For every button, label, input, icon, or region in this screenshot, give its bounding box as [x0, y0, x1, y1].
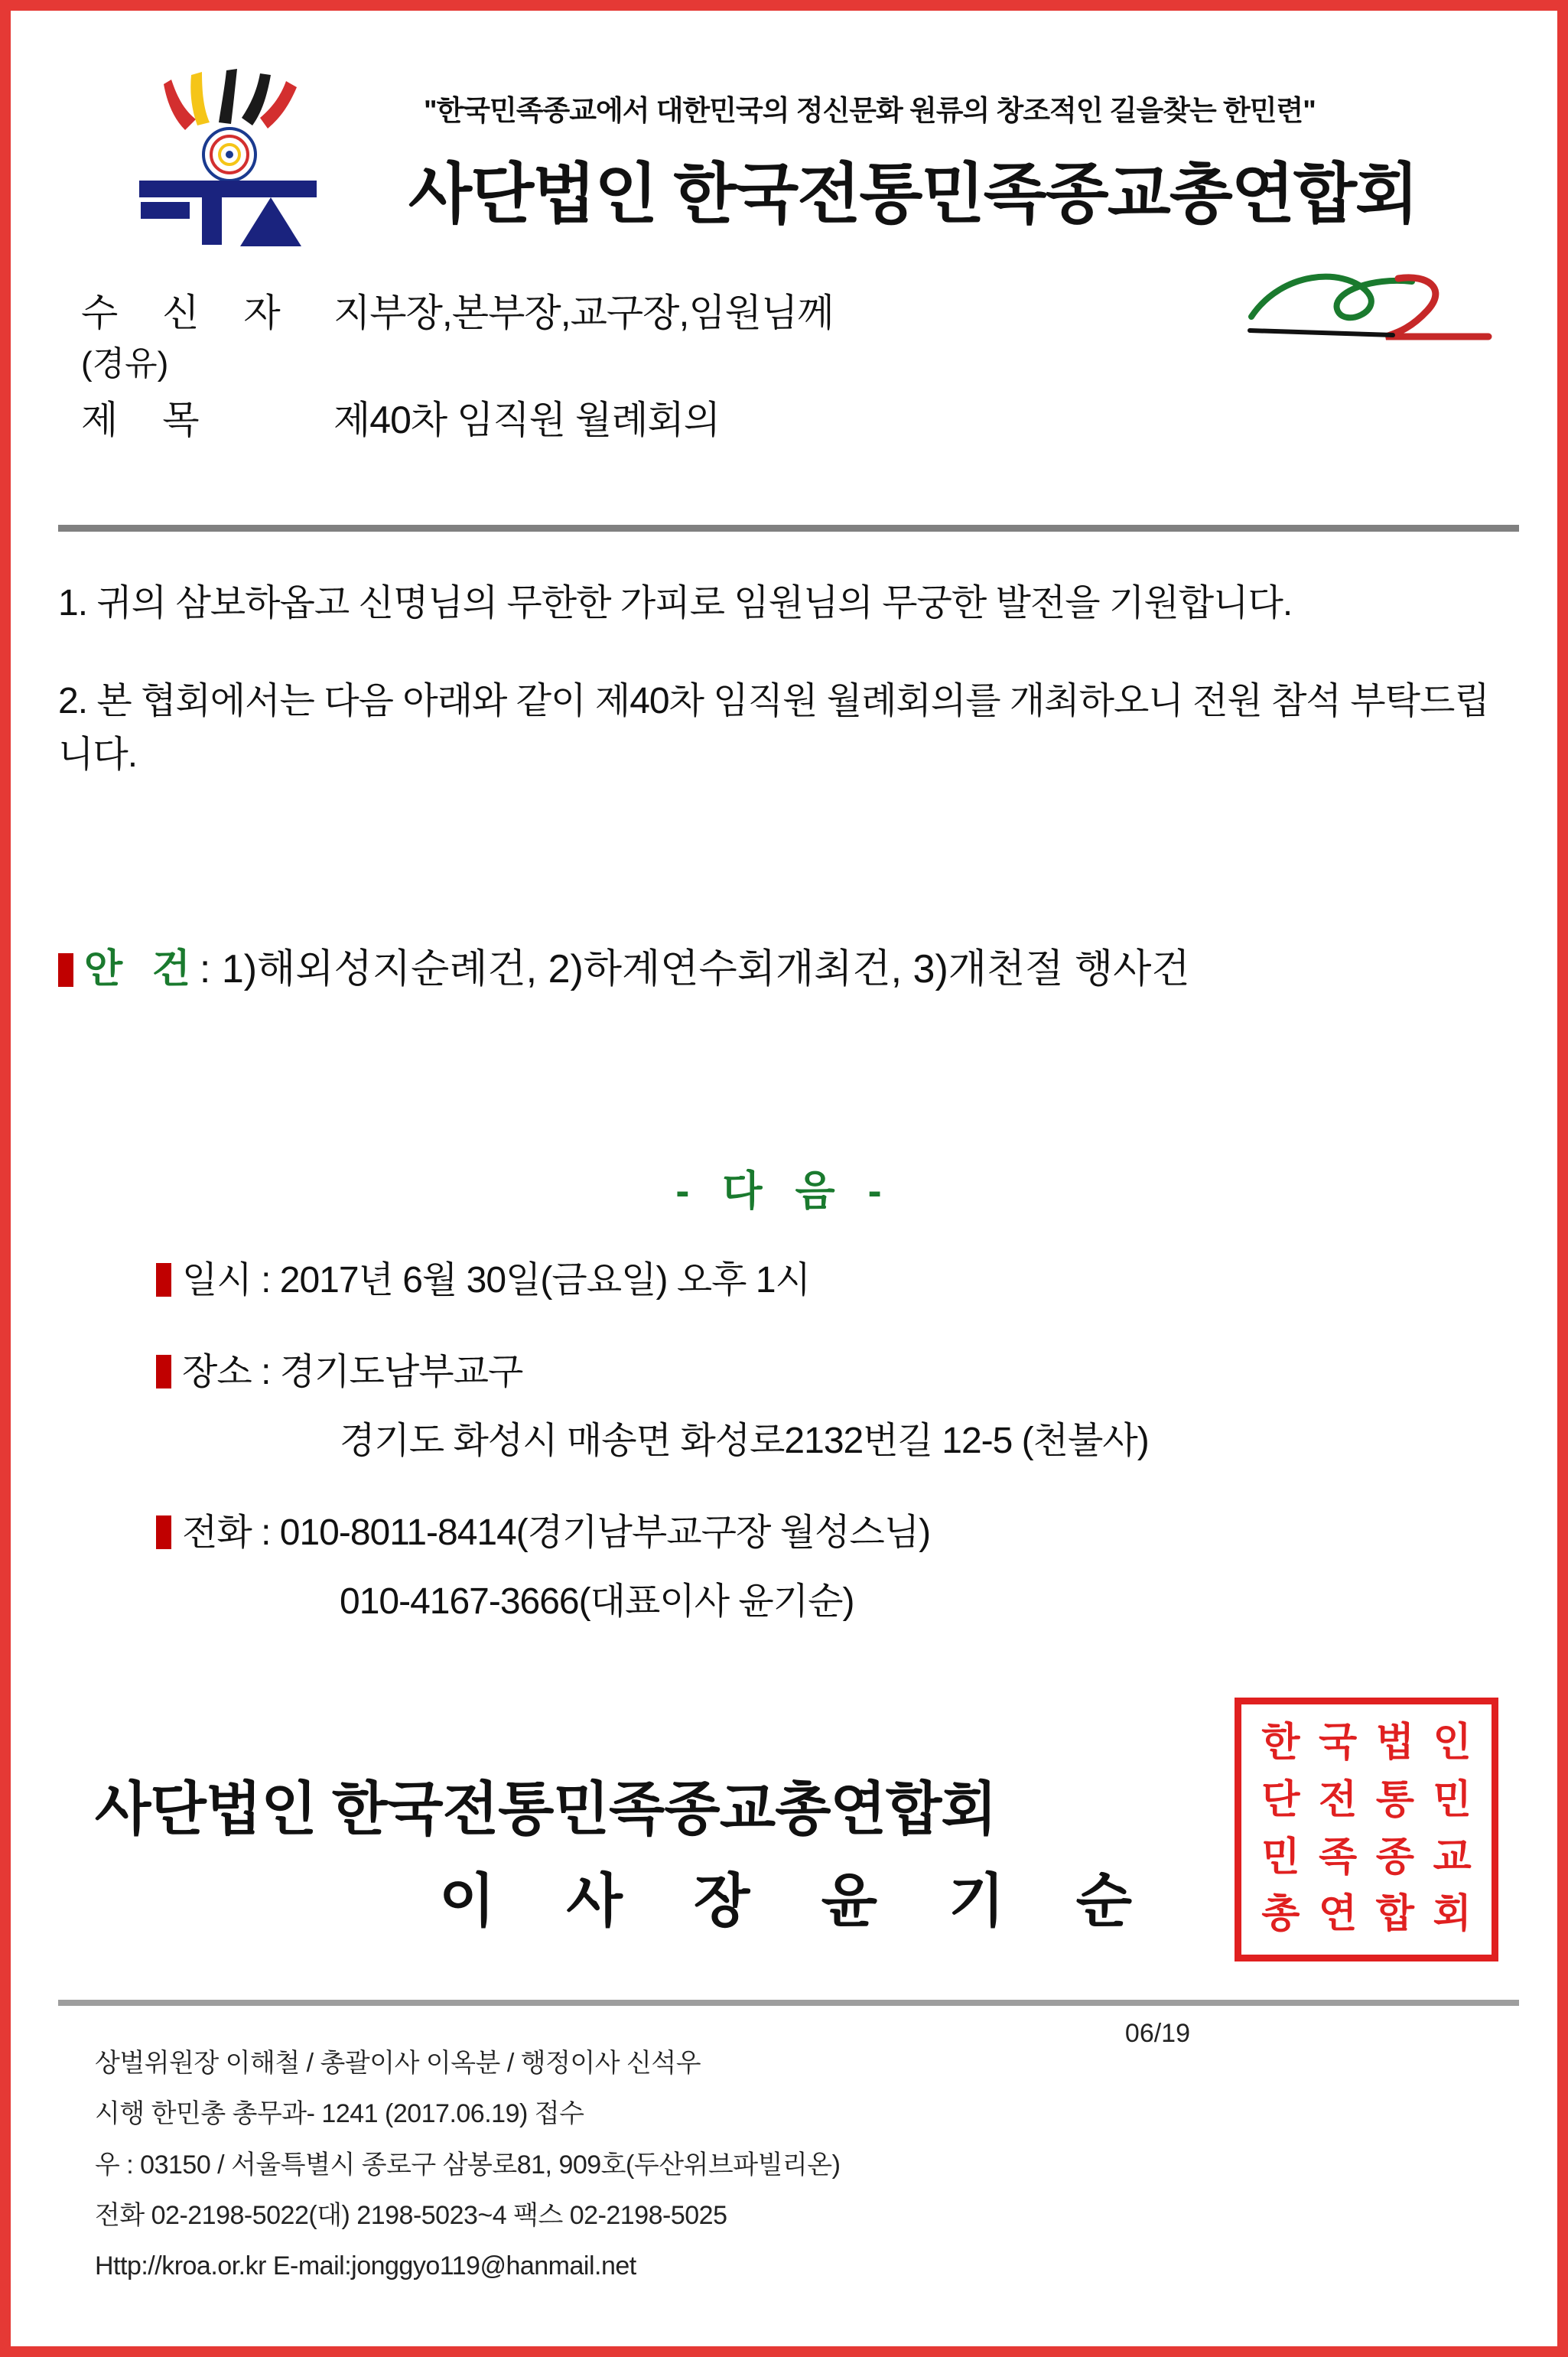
detail-phone-label: 전화 : 010-8011-8414(경기남부교구장 월성스님) — [182, 1512, 931, 1553]
paragraph-2: 2. 본 협회에서는 다음 아래와 같이 제40차 임직원 월례회의를 개최하오니 전원 참석 부탁드립니다. — [58, 681, 1489, 775]
agenda-value: : 1)해외성지순례건, 2)하계연수회개최건, 3)개천절 행사건 — [199, 947, 1190, 991]
subject-row — [81, 389, 720, 444]
signature-organization: 사단법인 한국전통민족종교총연합회 — [95, 1777, 997, 1842]
seal-char: 전 — [1319, 1776, 1358, 1823]
recipient-row — [81, 282, 834, 337]
seal-char: 민 — [1433, 1776, 1472, 1823]
via-label: (경유) — [81, 345, 169, 383]
organization-title: 사단법인 한국전통민족종교총연합회 — [408, 158, 1418, 231]
footer-block — [95, 2038, 840, 2291]
via-row — [81, 336, 333, 385]
official-seal-stamp — [1235, 1698, 1498, 1961]
seal-char: 국 — [1319, 1720, 1358, 1766]
seal-char: 합 — [1375, 1891, 1414, 1938]
footer-line: 상벌위원장 이해철 / 총괄이사 이옥분 / 행정이사 신석우 — [95, 2049, 701, 2078]
recipient-label: 수 신 자 — [81, 291, 298, 334]
seal-char: 연 — [1319, 1891, 1358, 1938]
detail-datetime-label: 일시 : 2017년 6월 30일(금요일) 오후 1시 — [182, 1260, 810, 1301]
organization-logo-icon — [125, 64, 332, 256]
square-bullet-icon — [156, 1263, 171, 1297]
footer-line: 우 : 03150 / 서울특별시 종로구 삼봉로81, 909호(두산위브파빌리온) — [95, 2150, 841, 2180]
page-number: 06/19 — [1124, 2019, 1190, 2048]
header-divider — [58, 525, 1519, 532]
agenda-row — [58, 936, 1190, 994]
footer-line: 전화 02-2198-5022(대) 2198-5023~4 팩스 02-2198-5025 — [95, 2200, 727, 2230]
footer-divider — [58, 2000, 1519, 2006]
detail-location — [156, 1342, 522, 1395]
square-bullet-icon — [156, 1515, 171, 1549]
detail-datetime — [156, 1250, 810, 1303]
seal-characters — [1252, 1715, 1481, 1944]
seal-char: 한 — [1261, 1720, 1300, 1766]
recipient-value: 지부장,본부장,교구장,임원님께 — [333, 291, 834, 334]
seal-char: 법 — [1375, 1720, 1414, 1766]
daum-heading: - 다 음 - — [675, 1168, 893, 1214]
seal-char: 단 — [1261, 1776, 1300, 1823]
footer-line: Http://kroa.or.kr E-mail:jonggyo119@hanmail.net — [95, 2251, 636, 2281]
footer-line: 시행 한민총 총무과- 1241 (2017.06.19) 접수 — [95, 2099, 584, 2129]
signature-chairman: 이 사 장 윤 기 순 — [439, 1869, 1160, 1934]
signature-mark-icon — [1236, 263, 1511, 355]
square-bullet-icon — [58, 953, 73, 987]
subject-label: 제 목 — [81, 399, 216, 441]
seal-char: 회 — [1433, 1891, 1472, 1938]
seal-char: 통 — [1375, 1776, 1414, 1823]
agenda-label: 안 건 — [84, 947, 200, 991]
seal-char: 민 — [1261, 1834, 1300, 1880]
seal-char: 족 — [1319, 1834, 1358, 1880]
seal-char: 인 — [1433, 1720, 1472, 1766]
detail-phone — [156, 1502, 930, 1555]
square-bullet-icon — [156, 1355, 171, 1388]
paragraph-1: 1. 귀의 삼보하옵고 신명님의 무한한 가피로 임원님의 무궁한 발전을 기원합니다. — [58, 583, 1293, 623]
document-body — [11, 11, 1557, 2346]
seal-char: 교 — [1433, 1834, 1472, 1880]
detail-location-address: 경기도 화성시 매송면 화성로2132번길 12-5 (천불사) — [340, 1421, 1149, 1461]
document-tagline: "한국민족종교에서 대한민국의 정신문화 원류의 창조적인 길을찾는 한민련" — [424, 95, 1316, 126]
subject-value: 제40차 임직원 월례회의 — [333, 399, 721, 441]
seal-char: 종 — [1375, 1834, 1414, 1880]
document-header — [11, 41, 1557, 263]
detail-phone-secondary: 010-4167-3666(대표이사 윤기순) — [340, 1581, 854, 1622]
detail-location-label: 장소 : 경기도남부교구 — [182, 1352, 523, 1392]
seal-char: 총 — [1261, 1891, 1300, 1938]
